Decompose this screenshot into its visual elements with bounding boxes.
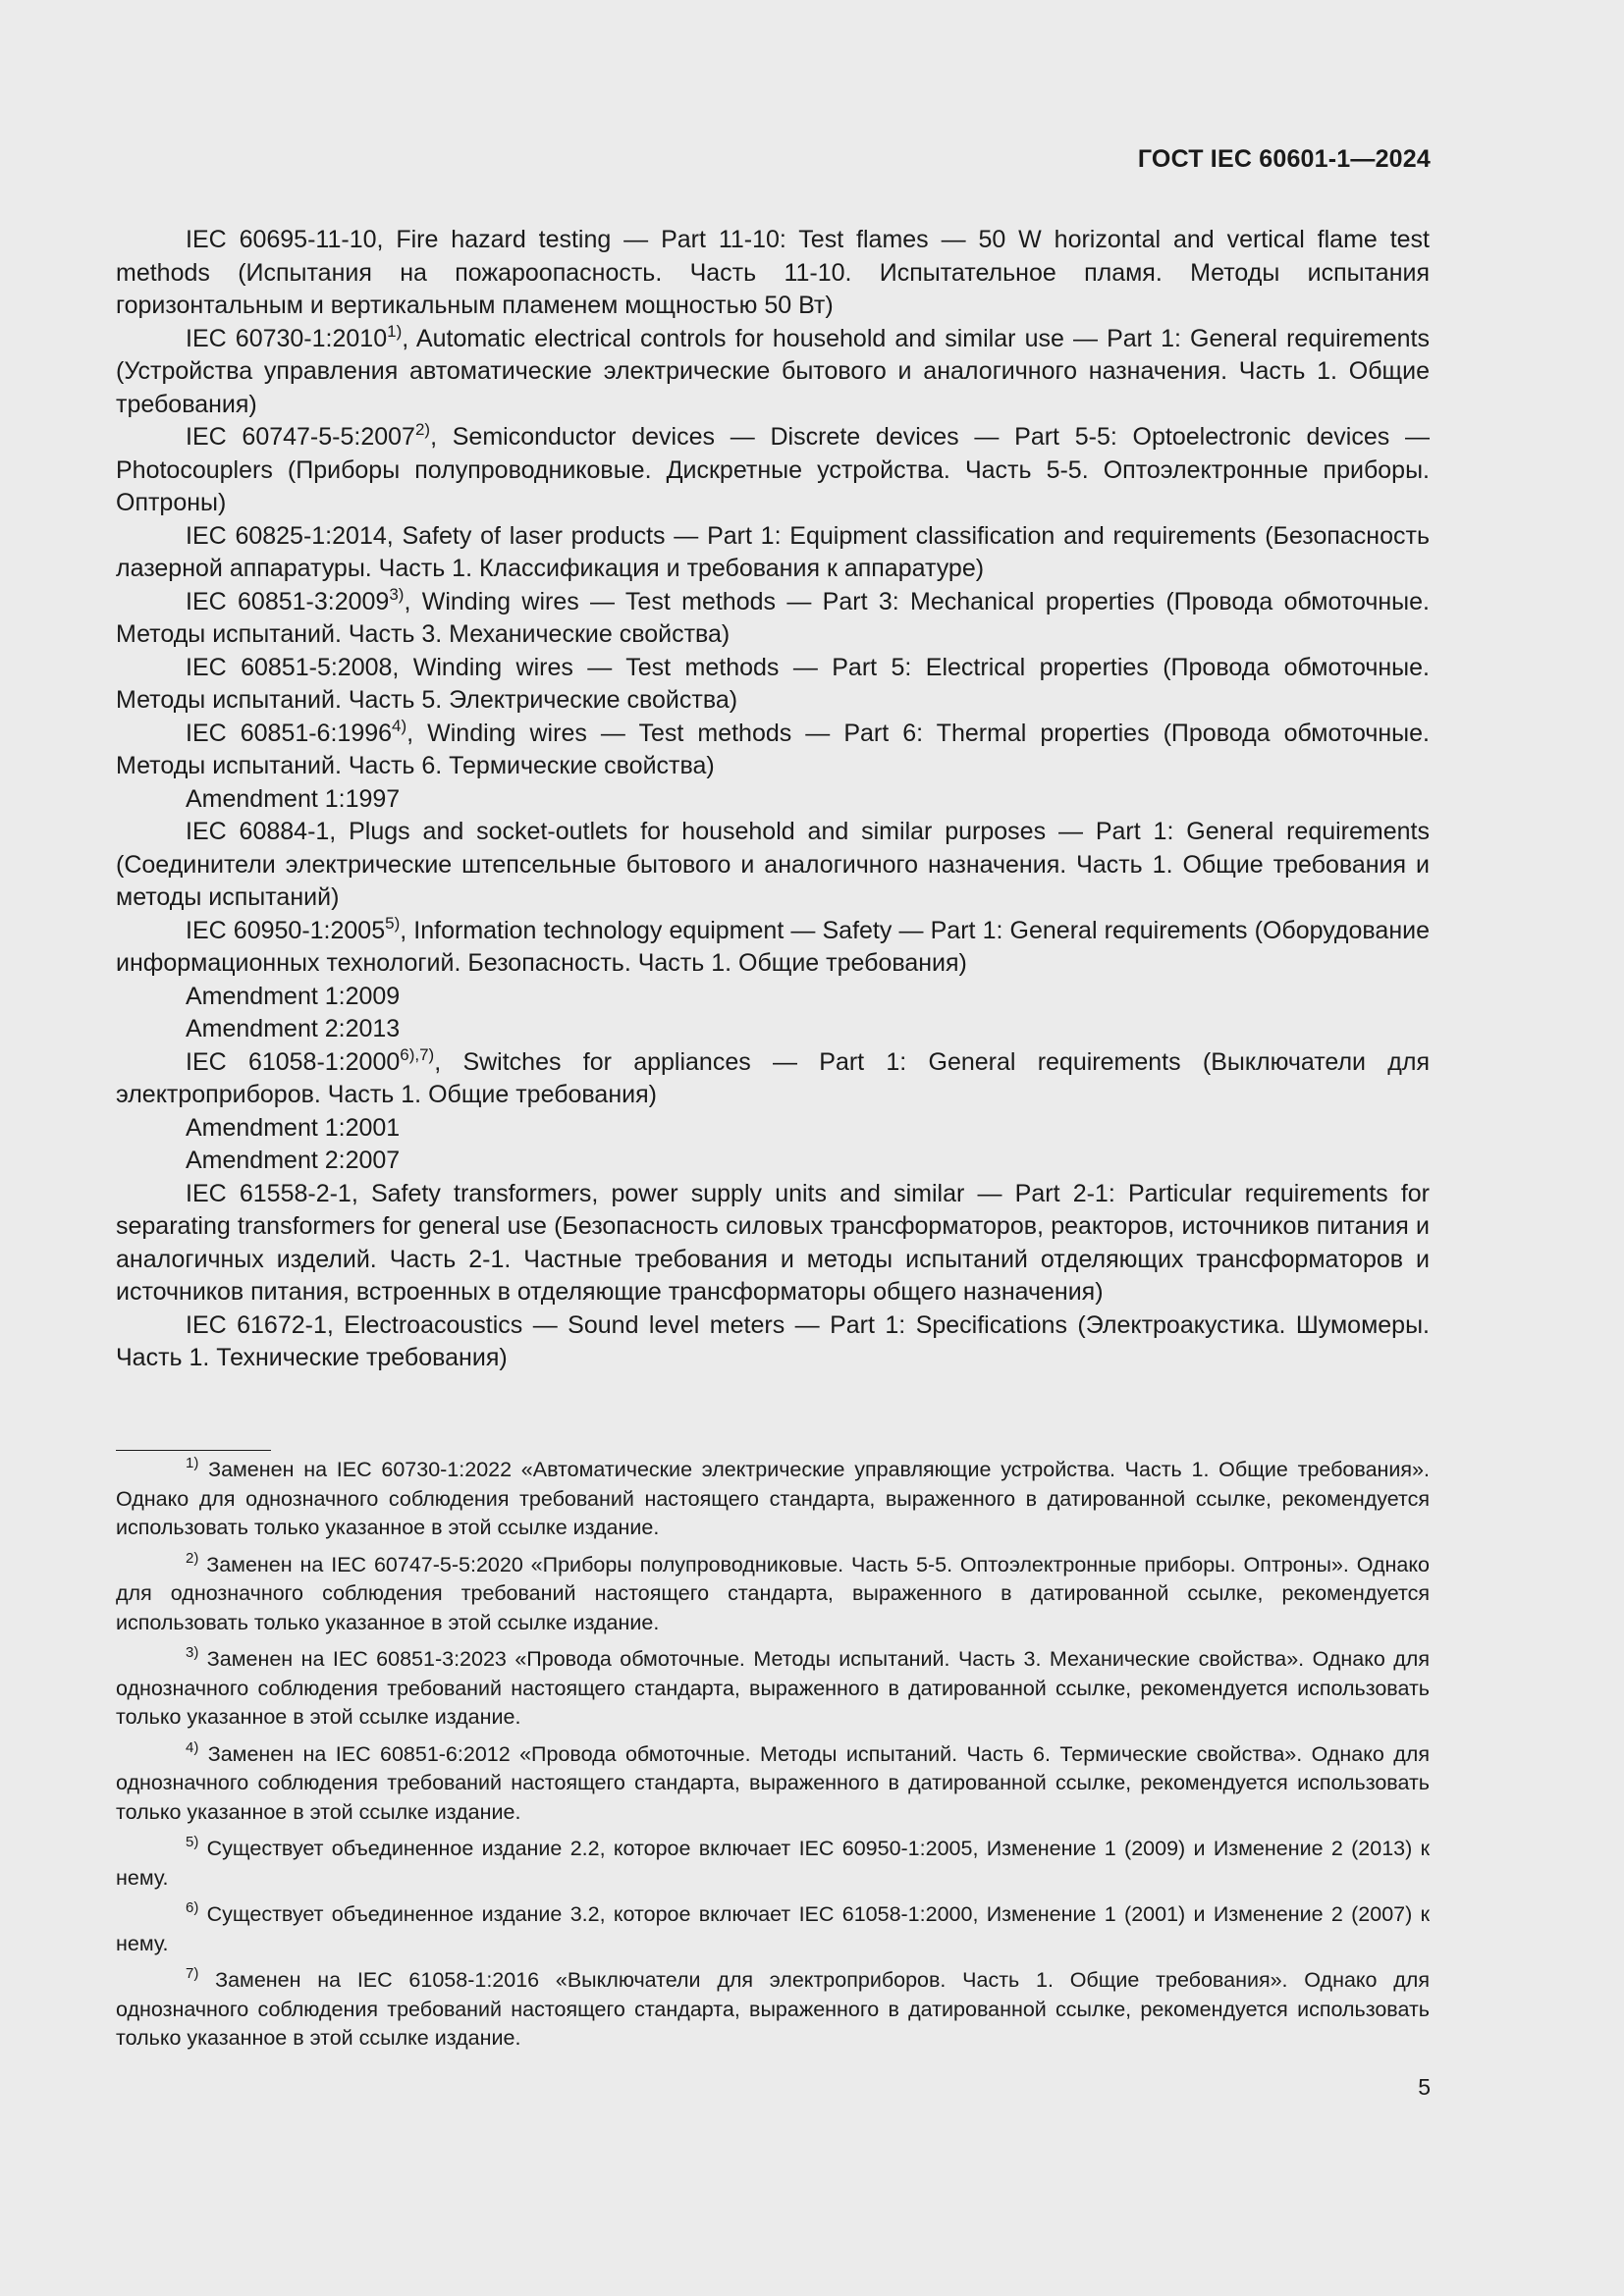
- footnote-item: $^{6)}$ Существует объединенное издание 3.2, которое включает IEC 61058-1:2000, Изменение 1 (2001) и Изменение 2 (2007) к нему.: [116, 1899, 1430, 1955]
- footnote-item: $^{7)}$ Заменен на IEC 61058-1:2016 «Выключатели для электроприборов. Часть 1. Общие требования». Однако для однозначного соблюдения требований настоящего стандарта, выраженного в датированной ссылке, рекомендуется использовать только указанное в этой ссылке издание.: [116, 1965, 1430, 2050]
- footnote-ref-6-7[interactable]: 6),7): [400, 1044, 435, 1064]
- amendment-entry: Amendment 2:2013: [186, 1015, 401, 1042]
- reference-entry: IEC 60884-1, Plugs and socket-outlets for household and similar purposes — Part 1: General requirements (Соединители электрические штепсельные бытового и аналогичного назначения. Часть 1. Общие требования и методы испытаний): [116, 818, 1430, 911]
- reference-entry: IEC 60950-1:2005$^{5)}$, Information technology equipment — Safety — Part 1: General requirements (Оборудование информационных технологий. Безопасность. Часть 1. Общие требования): [116, 913, 1430, 977]
- footnote-ref-3[interactable]: 3): [389, 584, 405, 604]
- reference-entry: IEC 60747-5-5:2007$^{2)}$, Semiconductor devices — Discrete devices — Part 5-5: Optoelectronic devices — Photocouplers (Приборы полупроводниковые. Дискретные устройства. Часть 5-5. Оптоэлектронные приборы. Оптроны): [116, 420, 1430, 516]
- footnote-item: $^{4)}$ Заменен на IEC 60851-6:2012 «Провода обмоточные. Методы испытаний. Часть 6. Термические свойства». Однако для однозначного соблюдения требований настоящего стандарта, выраженного в датированной ссылке, рекомендуется использовать только указанное в этой ссылке издание.: [116, 1738, 1430, 1824]
- amendment-entry: Amendment 2:2007: [186, 1147, 401, 1174]
- footnotes-section: [116, 1456, 1430, 2061]
- reference-entry: IEC 60851-6:1996$^{4)}$, Winding wires — Test methods — Part 6: Thermal properties (Провода обмоточные. Методы испытаний. Часть 6. Термические свойства): [116, 716, 1430, 779]
- reference-entry: IEC 60851-5:2008, Winding wires — Test methods — Part 5: Electrical properties (Провода обмоточные. Методы испытаний. Часть 5. Электрические свойства): [116, 653, 1430, 714]
- footnote-ref-5[interactable]: 5): [385, 913, 401, 933]
- footnote-item: $^{1)}$ Заменен на IEC 60730-1:2022 «Автоматические электрические управляющие устройства. Часть 1. Общие требования». Однако для однозначного соблюдения требований настоящего стандарта, выраженного в датированной ссылке, рекомендуется использовать только указанное в этой ссылке издание.: [116, 1455, 1430, 1539]
- page-number: 5: [1418, 2074, 1431, 2100]
- amendment-entry: Amendment 1:2009: [186, 982, 401, 1010]
- reference-entry: IEC 60730-1:2010$^{1)}$, Automatic electrical controls for household and similar use — Part 1: General requirements (Устройства управления автоматические электрические бытового и аналогичного назначения. Часть 1. Общие требования): [116, 321, 1430, 418]
- footnote-item: $^{3)}$ Заменен на IEC 60851-3:2023 «Провода обмоточные. Методы испытаний. Часть 3. Механические свойства». Однако для однозначного соблюдения требований настоящего стандарта, выраженного в датированной ссылке, рекомендуется использовать только указанное в этой ссылке издание.: [116, 1644, 1430, 1729]
- footnote-item: $^{5)}$ Существует объединенное издание 2.2, которое включает IEC 60950-1:2005, Изменение 1 (2009) и Изменение 2 (2013) к нему.: [116, 1834, 1430, 1890]
- normative-references-list: [116, 224, 1430, 1375]
- reference-entry: IEC $61058-1:2000^{6),7)}$, Switches for appliances — Part 1: General requirements (Выключатели для электроприборов. Часть 1. Общие требования): [116, 1044, 1431, 1108]
- footnote-divider: [116, 1450, 271, 1451]
- reference-entry: IEC 60825-1:2014, Safety of laser products — Part 1: Equipment classification and requirements (Безопасность лазерной аппаратуры. Часть 1. Классификация и требования к аппаратуре): [116, 521, 1430, 582]
- footnote-item: $^{2)}$ Заменен на IEC 60747-5-5:2020 «Приборы полупроводниковые. Часть 5-5. Оптоэлектронные приборы. Оптроны». Однако для однозначного соблюдения требований настоящего стандарта, выраженного в датированной ссылке, рекомендуется использовать только указанное в этой ссылке издание.: [116, 1549, 1430, 1634]
- footnote-ref-2[interactable]: 2): [414, 420, 431, 439]
- reference-entry: IEC 61672-1, Electroacoustics — Sound level meters — Part 1: Specifications (Электроакустика. Шумомеры. Часть 1. Технические требования): [116, 1310, 1430, 1371]
- amendment-entry: Amendment 1:2001: [186, 1113, 401, 1142]
- document-code-header: ГОСТ IEC 60601-1—2024: [1137, 145, 1431, 173]
- amendment-entry: Amendment 1:1997: [186, 784, 401, 813]
- footnote-ref-1[interactable]: 1): [387, 321, 403, 341]
- reference-entry: IEC 60695-11-10, Fire hazard testing — Part 11-10: Test flames — 50 W horizontal and vertical flame test methods (Испытания на пожароопасность. Часть 11-10. Испытательное пламя. Методы испытания горизонтальным и вертикальным пламенем мощностью 50 Вт): [116, 226, 1430, 319]
- reference-entry: IEC 61558-2-1, Safety transformers, power supply units and similar — Part 2-1: Particular requirements for separating transformers for general use (Безопасность силовых трансформаторов, реакторов, источников питания и аналогичных изделий. Часть 2-1. Частные требования и методы испытаний отделяющих трансформаторов и источников питания, встроенных в отделяющие трансформаторы общего назначения): [116, 1179, 1430, 1306]
- reference-entry: IEC 60851-3:2009$^{3)}$, Winding wires — Test methods — Part 3: Mechanical properties (Провода обмоточные. Методы испытаний. Часть 3. Механические свойства): [116, 584, 1430, 648]
- footnote-ref-4[interactable]: 4): [392, 716, 407, 735]
